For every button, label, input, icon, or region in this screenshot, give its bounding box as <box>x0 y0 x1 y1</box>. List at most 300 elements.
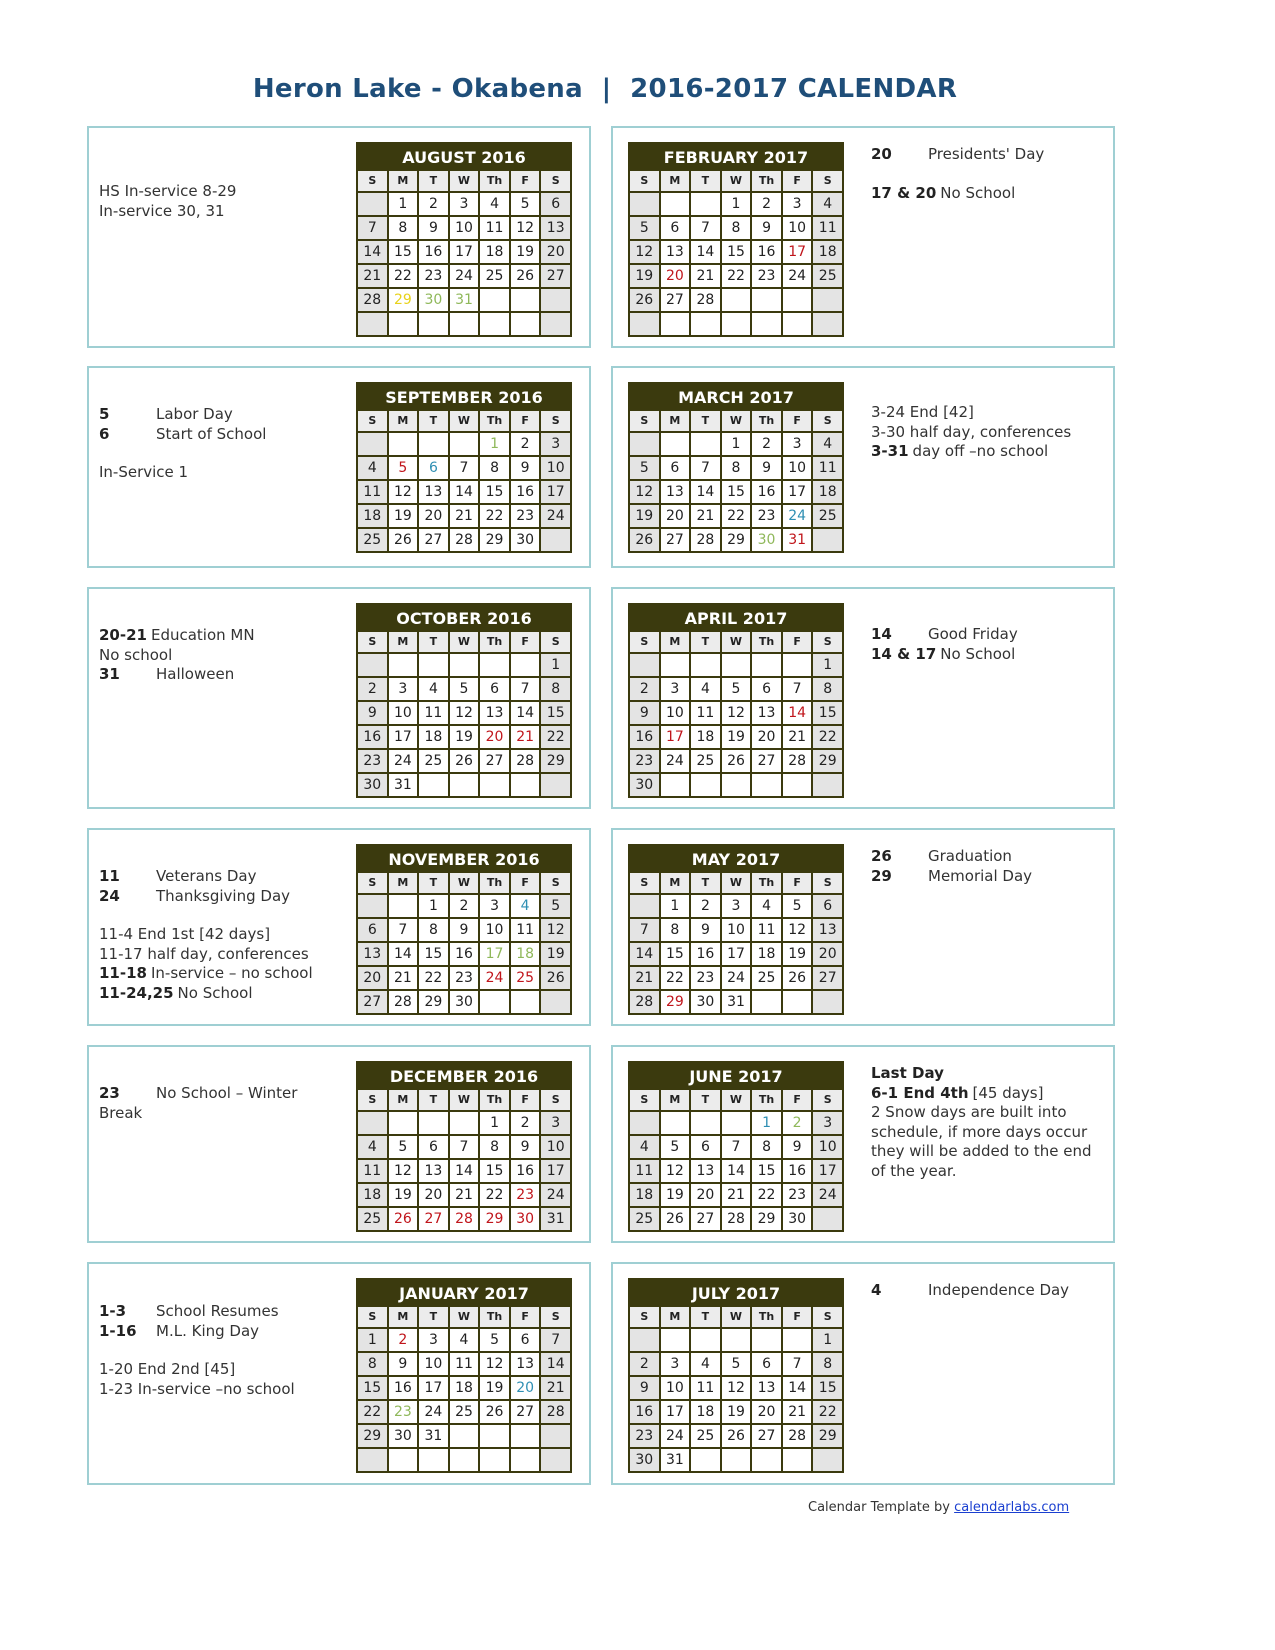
day-cell: 27 <box>691 1208 720 1230</box>
note-text: Halloween <box>156 665 235 683</box>
day-cell <box>358 193 387 215</box>
day-cell: 8 <box>722 217 751 239</box>
day-cell: 31 <box>419 1425 448 1447</box>
note-text: 11-4 End 1st [42 days] <box>99 925 271 943</box>
day-cell: 4 <box>480 193 509 215</box>
weekday-header: M <box>661 1307 690 1327</box>
weekday-header: W <box>450 171 479 191</box>
day-cell <box>419 433 448 455</box>
day-cell <box>661 1112 690 1134</box>
day-cell: 16 <box>511 481 540 503</box>
day-cell: 11 <box>419 702 448 724</box>
day-cell: 6 <box>752 1353 781 1375</box>
day-cell: 15 <box>722 481 751 503</box>
note-text: Independence Day <box>928 1281 1070 1299</box>
weekday-header: Th <box>480 411 509 431</box>
day-cell: 31 <box>783 529 812 551</box>
day-cell: 21 <box>783 726 812 748</box>
day-cell <box>480 313 509 335</box>
day-cell: 20 <box>358 967 387 989</box>
day-cell: 19 <box>630 265 659 287</box>
day-cell: 3 <box>419 1329 448 1351</box>
day-cell <box>511 991 540 1013</box>
note-line <box>99 665 339 685</box>
day-grid <box>630 1090 842 1230</box>
month-notes <box>871 847 1106 886</box>
weekday-header: S <box>541 411 570 431</box>
note-text: No School <box>177 983 253 1002</box>
day-cell: 6 <box>752 678 781 700</box>
month-calendar <box>356 382 572 553</box>
day-grid <box>358 632 570 796</box>
weekday-header: S <box>358 411 387 431</box>
weekday-header: W <box>450 873 479 893</box>
day-cell <box>661 193 690 215</box>
weekday-header: F <box>783 171 812 191</box>
day-cell: 4 <box>358 457 387 479</box>
note-line <box>99 202 339 222</box>
day-cell: 13 <box>752 702 781 724</box>
day-grid <box>630 411 842 551</box>
day-cell: 20 <box>419 505 448 527</box>
day-cell: 11 <box>691 1377 720 1399</box>
day-cell: 26 <box>389 529 418 551</box>
day-cell: 30 <box>511 529 540 551</box>
day-cell <box>450 654 479 676</box>
month-calendar <box>356 1061 572 1232</box>
day-cell: 2 <box>358 678 387 700</box>
day-cell: 11 <box>813 457 842 479</box>
day-cell: 21 <box>691 505 720 527</box>
day-cell: 26 <box>511 265 540 287</box>
note-date: 24 <box>99 886 120 905</box>
weekday-header: S <box>630 873 659 893</box>
weekday-header: S <box>358 171 387 191</box>
day-cell <box>630 1329 659 1351</box>
day-cell: 13 <box>419 481 448 503</box>
day-cell <box>752 1329 781 1351</box>
day-cell: 17 <box>541 481 570 503</box>
day-cell: 12 <box>630 481 659 503</box>
note-line <box>871 1281 1106 1301</box>
day-cell: 13 <box>752 1377 781 1399</box>
weekday-header: T <box>691 632 720 652</box>
day-cell: 30 <box>630 1449 659 1471</box>
day-cell: 20 <box>511 1377 540 1399</box>
day-cell: 2 <box>389 1329 418 1351</box>
day-cell: 21 <box>450 1184 479 1206</box>
day-cell: 18 <box>813 481 842 503</box>
day-cell: 19 <box>722 726 751 748</box>
day-cell: 18 <box>358 1184 387 1206</box>
day-cell: 27 <box>480 750 509 772</box>
day-cell: 19 <box>511 241 540 263</box>
day-cell: 30 <box>691 991 720 1013</box>
day-cell <box>752 1449 781 1471</box>
day-cell: 13 <box>419 1160 448 1182</box>
day-cell <box>752 313 781 335</box>
day-cell: 1 <box>358 1329 387 1351</box>
month-calendar <box>356 1278 572 1473</box>
note-text: 3-24 End [42] <box>871 403 974 421</box>
day-cell: 10 <box>541 457 570 479</box>
note-date: 20 <box>871 145 892 163</box>
day-cell: 8 <box>389 217 418 239</box>
day-cell: 24 <box>783 265 812 287</box>
day-grid <box>358 171 570 335</box>
day-cell <box>630 313 659 335</box>
day-cell: 10 <box>661 1377 690 1399</box>
day-cell: 21 <box>783 1401 812 1423</box>
day-cell <box>389 1112 418 1134</box>
day-cell: 30 <box>389 1425 418 1447</box>
day-cell: 6 <box>813 895 842 917</box>
note-line <box>871 145 1106 165</box>
day-cell <box>358 313 387 335</box>
day-cell: 3 <box>480 895 509 917</box>
day-cell: 1 <box>813 1329 842 1351</box>
day-cell: 9 <box>450 919 479 941</box>
day-cell: 21 <box>722 1184 751 1206</box>
day-cell: 9 <box>511 1136 540 1158</box>
day-cell: 6 <box>661 217 690 239</box>
note-text: In-Service 1 <box>99 463 189 481</box>
day-cell: 25 <box>450 1401 479 1423</box>
day-cell: 27 <box>752 750 781 772</box>
weekday-header: W <box>722 171 751 191</box>
note-date: 3-31 <box>871 442 909 460</box>
day-cell <box>691 1449 720 1471</box>
day-cell: 25 <box>813 265 842 287</box>
month-title: SEPTEMBER 2016 <box>385 388 543 407</box>
day-cell <box>511 313 540 335</box>
weekday-header: W <box>722 1090 751 1110</box>
note-text: No School <box>940 183 1016 202</box>
day-cell: 13 <box>480 702 509 724</box>
day-cell <box>630 1112 659 1134</box>
day-cell: 27 <box>813 967 842 989</box>
day-cell: 1 <box>722 433 751 455</box>
weekday-header: W <box>450 1307 479 1327</box>
day-cell: 2 <box>752 433 781 455</box>
day-cell <box>541 289 570 311</box>
day-cell: 21 <box>541 1377 570 1399</box>
day-cell: 31 <box>661 1449 690 1471</box>
note-line <box>99 1380 339 1400</box>
day-cell: 7 <box>511 678 540 700</box>
weekday-header: M <box>389 873 418 893</box>
note-line <box>871 645 1106 665</box>
day-cell: 14 <box>783 702 812 724</box>
day-cell: 28 <box>630 991 659 1013</box>
month-panel <box>611 587 1115 809</box>
weekday-header: S <box>358 873 387 893</box>
day-cell: 26 <box>722 750 751 772</box>
day-cell: 1 <box>480 433 509 455</box>
day-cell: 9 <box>419 217 448 239</box>
month-notes <box>871 145 1106 203</box>
day-cell: 15 <box>480 1160 509 1182</box>
day-cell: 17 <box>450 241 479 263</box>
day-cell: 10 <box>389 702 418 724</box>
note-text: Veterans Day <box>156 867 257 885</box>
day-cell: 8 <box>722 457 751 479</box>
day-cell: 27 <box>419 1208 448 1230</box>
day-cell: 23 <box>752 265 781 287</box>
day-grid <box>358 1090 570 1230</box>
day-cell: 15 <box>541 702 570 724</box>
day-cell <box>541 313 570 335</box>
day-cell: 18 <box>752 943 781 965</box>
day-cell: 16 <box>389 1377 418 1399</box>
note-line <box>871 184 1106 204</box>
day-cell: 15 <box>722 241 751 263</box>
day-cell <box>691 1112 720 1134</box>
weekday-header: W <box>450 632 479 652</box>
day-cell: 5 <box>630 457 659 479</box>
weekday-header: T <box>419 873 448 893</box>
day-cell: 27 <box>511 1401 540 1423</box>
weekday-header: S <box>630 1090 659 1110</box>
day-cell: 11 <box>480 217 509 239</box>
weekday-header: T <box>419 1090 448 1110</box>
day-cell <box>813 1449 842 1471</box>
day-cell: 27 <box>358 991 387 1013</box>
day-cell: 19 <box>480 1377 509 1399</box>
day-grid <box>358 873 570 1013</box>
note-line <box>871 442 1106 462</box>
note-line <box>871 847 1106 867</box>
day-cell: 25 <box>511 967 540 989</box>
note-line <box>99 1322 339 1342</box>
day-cell: 27 <box>661 289 690 311</box>
day-cell: 1 <box>752 1112 781 1134</box>
day-cell: 18 <box>691 1401 720 1423</box>
weekday-header: T <box>691 1307 720 1327</box>
weekday-header: M <box>661 632 690 652</box>
day-cell <box>389 895 418 917</box>
day-cell: 15 <box>813 1377 842 1399</box>
note-date: 5 <box>99 405 110 423</box>
day-cell: 23 <box>511 1184 540 1206</box>
note-text: Start of School <box>156 424 267 443</box>
day-cell: 10 <box>813 1136 842 1158</box>
note-text: Labor Day <box>156 405 233 423</box>
weekday-header: T <box>419 171 448 191</box>
day-cell: 4 <box>630 1136 659 1158</box>
month-panel <box>611 1045 1115 1243</box>
day-cell: 12 <box>722 1377 751 1399</box>
day-cell: 23 <box>389 1401 418 1423</box>
day-cell: 17 <box>783 241 812 263</box>
day-cell: 19 <box>783 943 812 965</box>
day-cell: 12 <box>630 241 659 263</box>
day-cell: 5 <box>480 1329 509 1351</box>
day-cell: 17 <box>541 1160 570 1182</box>
day-cell: 23 <box>358 750 387 772</box>
day-cell: 18 <box>511 943 540 965</box>
day-cell: 24 <box>419 1401 448 1423</box>
day-cell: 23 <box>511 505 540 527</box>
month-title: JULY 2017 <box>691 1284 781 1303</box>
weekday-header: S <box>358 1090 387 1110</box>
day-grid <box>630 171 842 335</box>
day-cell <box>813 313 842 335</box>
day-cell: 3 <box>783 433 812 455</box>
day-cell: 16 <box>419 241 448 263</box>
note-date: 31 <box>99 665 120 683</box>
day-cell: 11 <box>358 1160 387 1182</box>
day-cell <box>752 991 781 1013</box>
weekday-header: S <box>541 1307 570 1327</box>
month-calendar <box>628 1061 844 1232</box>
weekday-header: Th <box>752 1090 781 1110</box>
weekday-header: Th <box>480 171 509 191</box>
note-text: 1-20 End 2nd [45] <box>99 1360 236 1378</box>
day-cell: 27 <box>752 1425 781 1447</box>
day-cell: 8 <box>419 919 448 941</box>
day-cell: 9 <box>358 702 387 724</box>
footer-link[interactable]: calendarlabs.com <box>954 1500 1070 1515</box>
day-cell: 4 <box>752 895 781 917</box>
day-cell: 2 <box>783 1112 812 1134</box>
day-cell <box>389 313 418 335</box>
day-cell <box>630 193 659 215</box>
note-spacer <box>99 906 339 925</box>
weekday-header: M <box>389 171 418 191</box>
note-line <box>99 463 339 483</box>
day-cell: 26 <box>630 529 659 551</box>
day-cell <box>450 1425 479 1447</box>
month-calendar <box>628 603 844 798</box>
day-cell: 8 <box>752 1136 781 1158</box>
day-cell <box>450 433 479 455</box>
weekday-header: M <box>661 1090 690 1110</box>
weekday-header: M <box>661 873 690 893</box>
note-date: 6-1 End 4th <box>871 1083 969 1102</box>
day-cell: 9 <box>389 1353 418 1375</box>
weekday-header: S <box>541 171 570 191</box>
day-cell: 7 <box>783 678 812 700</box>
day-cell: 21 <box>450 505 479 527</box>
weekday-header: S <box>813 171 842 191</box>
day-cell: 29 <box>358 1425 387 1447</box>
day-cell: 24 <box>783 505 812 527</box>
weekday-header: S <box>358 632 387 652</box>
weekday-header: S <box>358 1307 387 1327</box>
weekday-header: F <box>511 411 540 431</box>
day-cell: 30 <box>358 774 387 796</box>
day-cell: 15 <box>389 241 418 263</box>
day-cell: 12 <box>541 919 570 941</box>
note-text: HS In-service 8-29 <box>99 182 237 200</box>
weekday-header: T <box>691 1090 720 1110</box>
day-cell <box>661 433 690 455</box>
day-cell: 10 <box>783 217 812 239</box>
day-cell: 31 <box>389 774 418 796</box>
day-cell: 15 <box>813 702 842 724</box>
day-cell: 12 <box>511 217 540 239</box>
day-cell: 9 <box>630 702 659 724</box>
day-cell: 25 <box>358 1208 387 1230</box>
weekday-header: T <box>691 171 720 191</box>
month-title: OCTOBER 2016 <box>396 609 532 628</box>
month-panel <box>611 126 1115 348</box>
weekday-header: F <box>511 632 540 652</box>
note-line <box>99 984 339 1004</box>
day-cell <box>541 529 570 551</box>
day-cell <box>541 991 570 1013</box>
month-notes <box>99 1084 339 1123</box>
day-cell: 8 <box>813 1353 842 1375</box>
day-cell: 7 <box>541 1329 570 1351</box>
weekday-header: F <box>511 1307 540 1327</box>
weekday-header: M <box>389 411 418 431</box>
day-cell: 21 <box>389 967 418 989</box>
weekday-header: W <box>722 411 751 431</box>
day-cell: 20 <box>691 1184 720 1206</box>
page-title: Heron Lake - Okabena | 2016-2017 CALENDAR <box>252 74 958 104</box>
month-title: JANUARY 2017 <box>399 1284 529 1303</box>
note-text: M.L. King Day <box>156 1321 260 1340</box>
day-cell: 14 <box>783 1377 812 1399</box>
month-calendar <box>356 142 572 337</box>
day-cell: 14 <box>450 481 479 503</box>
day-cell: 14 <box>722 1160 751 1182</box>
day-cell: 16 <box>691 943 720 965</box>
weekday-header: S <box>630 1307 659 1327</box>
note-date: 6 <box>99 424 110 443</box>
day-cell: 19 <box>541 943 570 965</box>
day-cell: 29 <box>752 1208 781 1230</box>
day-cell: 10 <box>722 919 751 941</box>
day-cell: 3 <box>541 1112 570 1134</box>
weekday-header: M <box>389 632 418 652</box>
weekday-header: S <box>813 411 842 431</box>
day-cell <box>722 1449 751 1471</box>
note-date: 14 & 17 <box>871 644 937 663</box>
day-cell: 23 <box>419 265 448 287</box>
month-notes <box>99 182 339 221</box>
note-date: 11-18 <box>99 964 147 982</box>
day-cell <box>358 895 387 917</box>
note-text: 2 Snow days are built into schedule, if more days occur they will be added to the end of the year. <box>871 1103 1092 1180</box>
day-cell: 20 <box>813 943 842 965</box>
weekday-header: Th <box>752 873 781 893</box>
note-line <box>99 405 339 425</box>
day-cell: 24 <box>661 750 690 772</box>
day-cell: 12 <box>389 481 418 503</box>
day-cell: 20 <box>419 1184 448 1206</box>
day-cell: 13 <box>358 943 387 965</box>
note-date: 17 & 20 <box>871 183 937 202</box>
day-cell <box>722 1329 751 1351</box>
day-cell: 11 <box>752 919 781 941</box>
day-cell: 3 <box>813 1112 842 1134</box>
day-cell: 19 <box>722 1401 751 1423</box>
note-spacer <box>99 1341 339 1360</box>
day-cell: 29 <box>813 750 842 772</box>
day-cell: 6 <box>358 919 387 941</box>
day-cell: 9 <box>511 457 540 479</box>
day-cell <box>783 774 812 796</box>
month-title: FEBRUARY 2017 <box>663 148 809 167</box>
day-cell: 17 <box>661 726 690 748</box>
note-text: In-service – no school <box>150 964 313 982</box>
day-cell <box>480 654 509 676</box>
day-cell <box>813 1208 842 1230</box>
day-cell: 22 <box>722 265 751 287</box>
